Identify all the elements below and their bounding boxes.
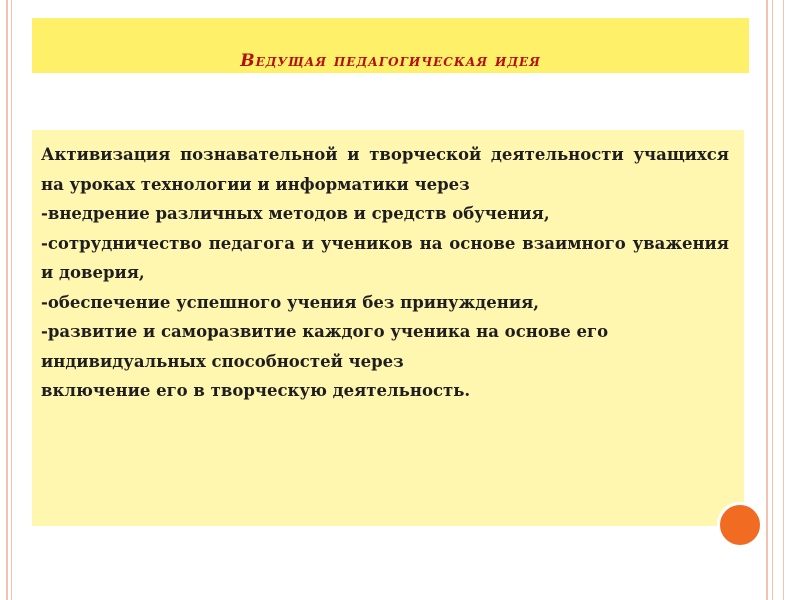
right-frame-line-3 [783,0,784,600]
content-text [41,140,729,406]
right-frame-line-2 [772,0,773,600]
paragraph-inclusion: включение его в творческую деятельность. [41,381,471,400]
accent-circle [717,502,763,548]
paragraph-intro: Активизация познавательной и творческой деятельности учащихся на уроках технологии и информатики через [41,145,729,194]
slide-title: Ведущая педагогическая идея [240,51,541,71]
paragraph-methods: -внедрение различных методов и средств обучения, [41,204,550,223]
content-box [32,130,744,526]
left-frame-line-inner [11,0,12,600]
right-frame-line-1 [766,0,768,600]
paragraph-success: -обеспечение успешного учения без принуждения, [41,292,540,312]
paragraph-development: -развитие и саморазвитие каждого ученика на основе его индивидуальных способностей через [41,322,609,371]
paragraph-cooperation: -сотрудничество педагога и учеников на основе взаимного уважения и доверия, [41,233,729,282]
left-frame-line-outer [6,0,8,600]
title-band [32,18,749,73]
